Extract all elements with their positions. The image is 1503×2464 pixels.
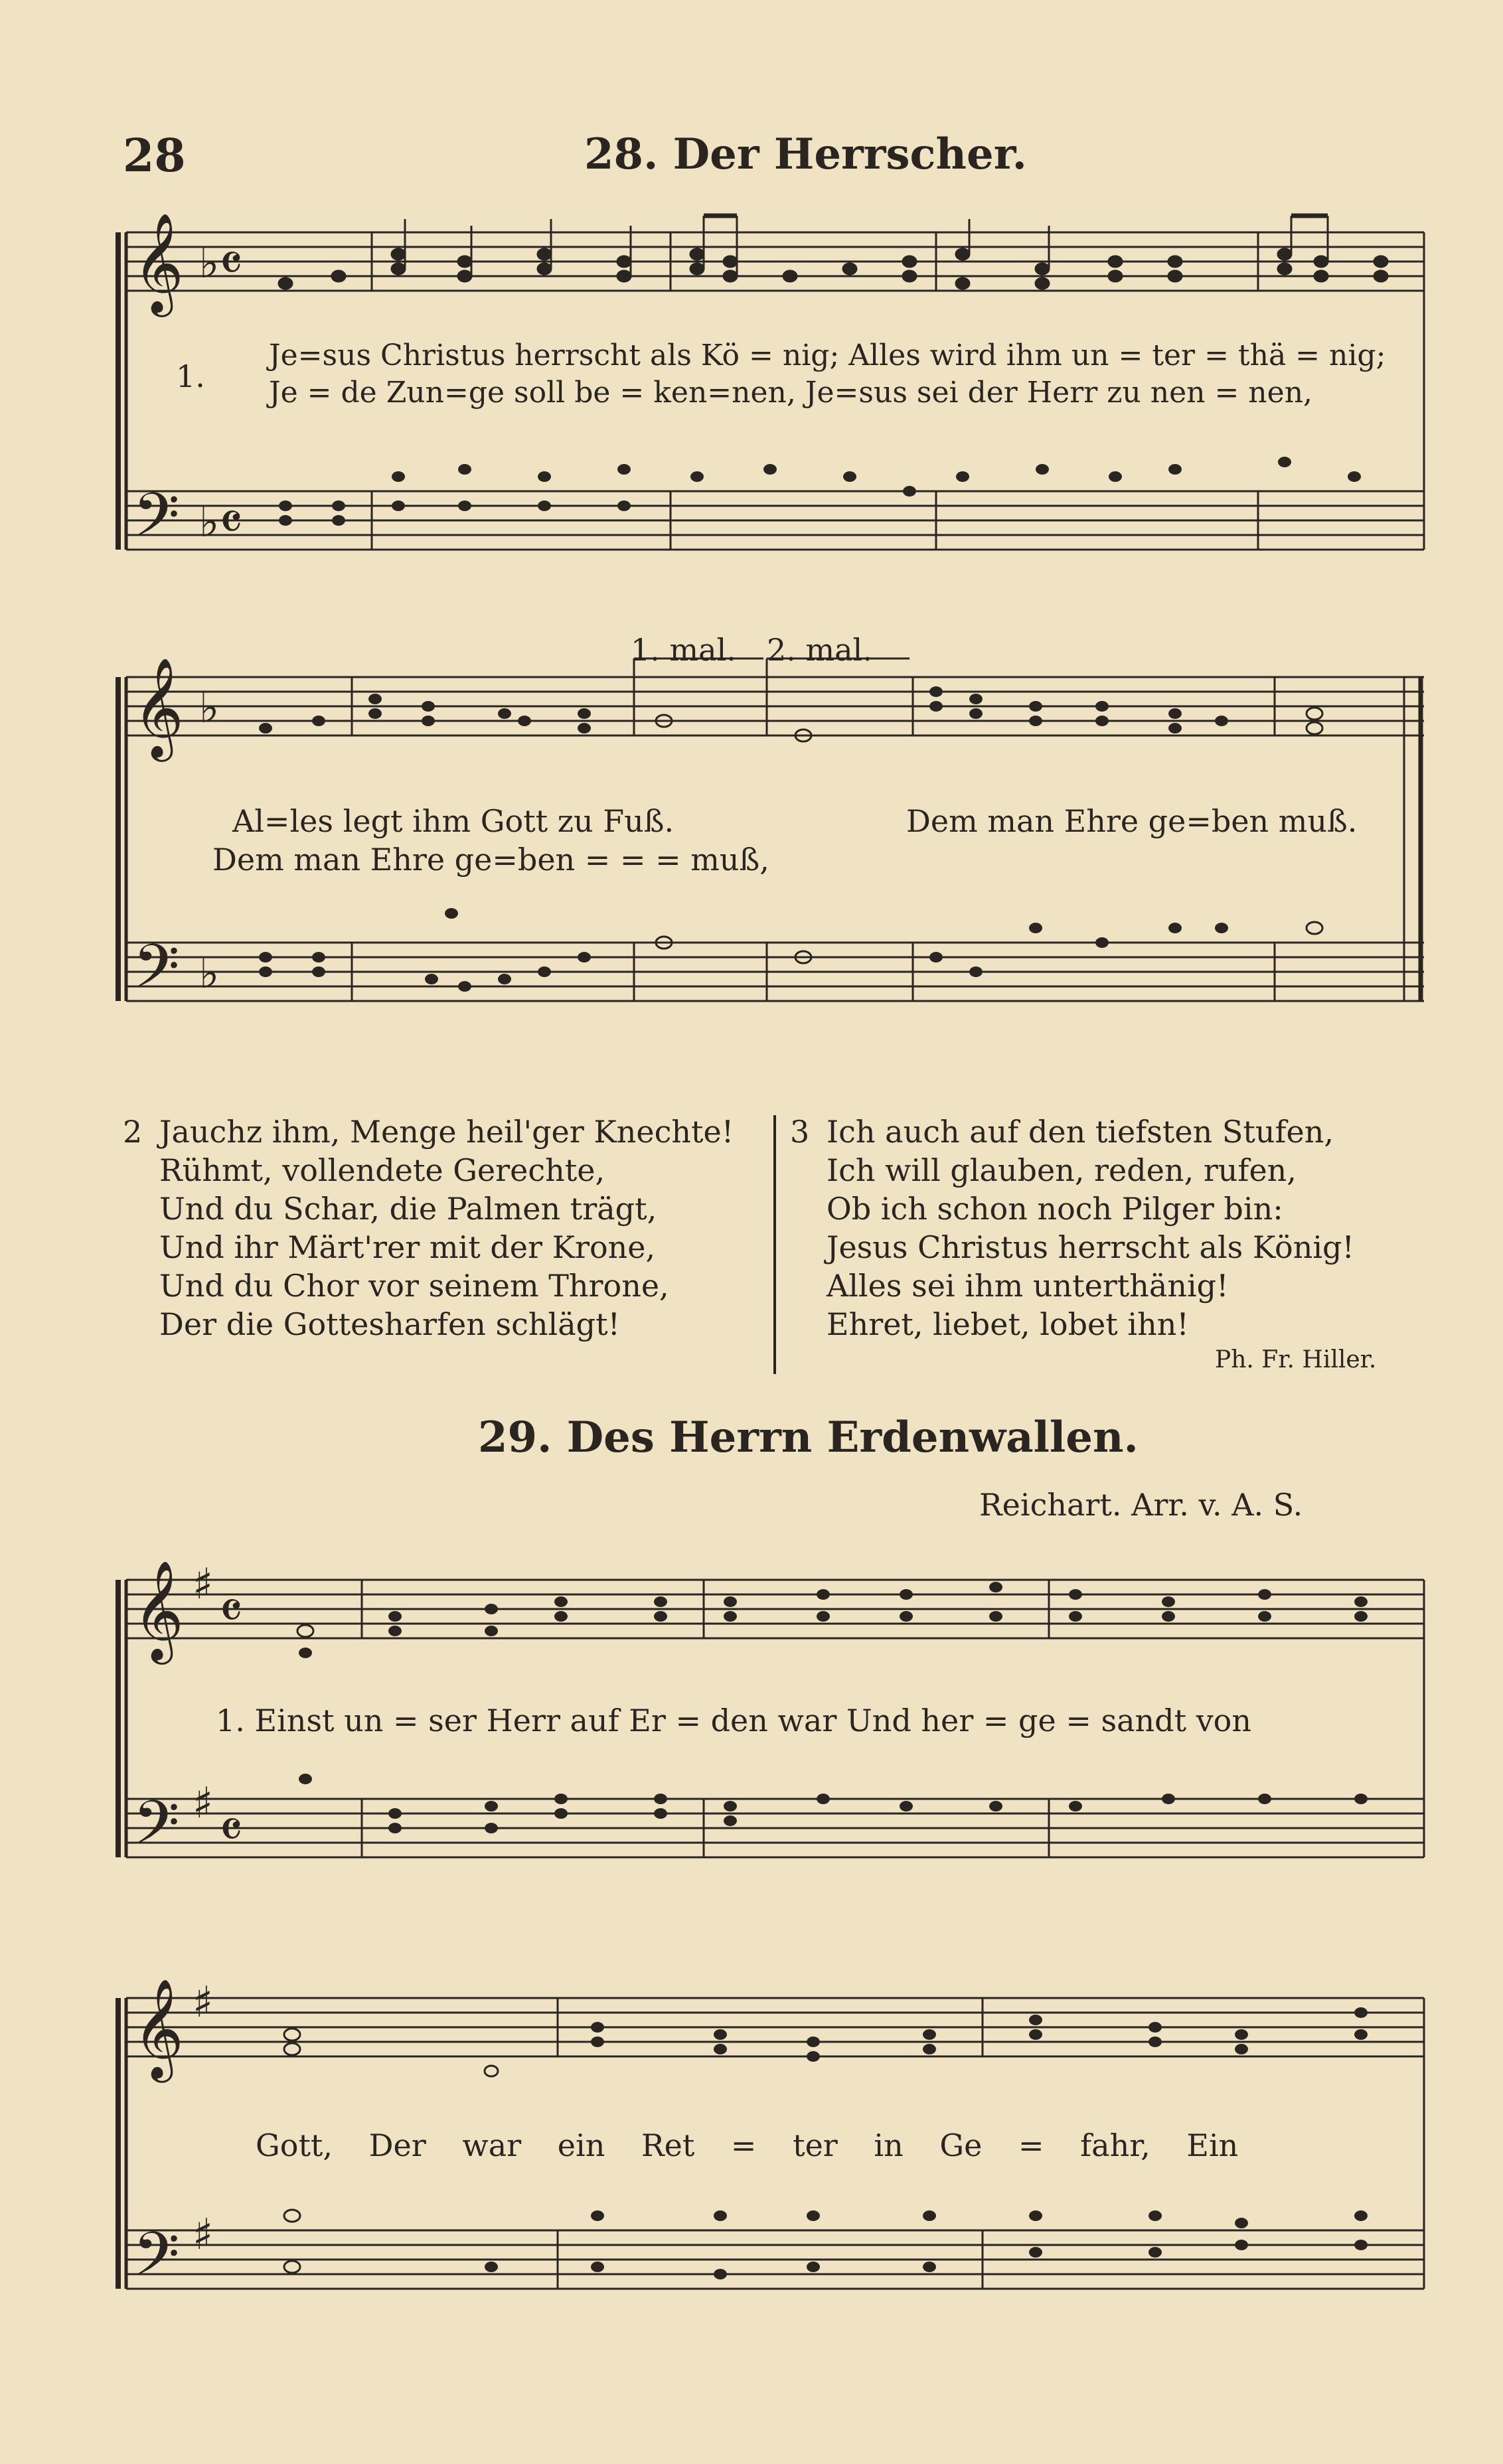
- hymn-title-text: Der Herrscher.: [672, 129, 1027, 179]
- verse-line: Rühmt, vollendete Gerechte,: [159, 1152, 605, 1188]
- verse-line: Ich auch auf den tiefsten Stufen,: [827, 1114, 1334, 1150]
- verse-line: Jesus Christus herrscht als König!: [827, 1229, 1354, 1265]
- svg-text:♯: ♯: [193, 1779, 213, 1828]
- svg-text:𝄞: 𝄞: [133, 1977, 184, 2078]
- first-ending-label: 1. mal.: [631, 632, 736, 668]
- lyrics-line: 1. Einst un = ser Herr auf Er = den war Und her = ge = sandt von: [216, 1703, 1252, 1738]
- svg-text:𝄞: 𝄞: [133, 656, 184, 757]
- svg-text:♭: ♭: [199, 498, 220, 547]
- lyrics-line: Je = de Zun=ge soll be = ken=nen, Je=sus sei der Herr zu nen = nen,: [269, 376, 1313, 410]
- svg-text:𝄢: 𝄢: [133, 931, 180, 1016]
- page-number: 28: [123, 129, 186, 183]
- svg-text:♯: ♯: [193, 1978, 213, 2027]
- author-credit: Ph. Fr. Hiller.: [1215, 1346, 1377, 1373]
- lyrics-line: Dem man Ehre ge=ben = = = muß,: [212, 842, 769, 878]
- verse-line: Und ihr Märt'rer mit der Krone,: [159, 1229, 656, 1265]
- svg-text:𝄴: 𝄴: [219, 1580, 243, 1642]
- verse-number: 1.: [176, 358, 205, 394]
- verse-line: Und du Chor vor seinem Throne,: [159, 1268, 669, 1304]
- svg-text:♯: ♯: [193, 1560, 213, 1609]
- verse-number: 2: [123, 1114, 143, 1150]
- svg-text:𝄞: 𝄞: [133, 212, 184, 313]
- hymn-number: 28.: [584, 129, 659, 179]
- verse-line: Ich will glauben, reden, rufen,: [827, 1152, 1297, 1188]
- verse-number: 3: [790, 1114, 810, 1150]
- verse-divider: [773, 1115, 776, 1374]
- svg-text:♭: ♭: [199, 239, 220, 288]
- hymn-title-text: Des Herrn Erdenwallen.: [566, 1413, 1139, 1462]
- svg-text:𝄞: 𝄞: [133, 1559, 184, 1660]
- svg-text:𝄴: 𝄴: [219, 491, 243, 553]
- verse-line: Ob ich schon noch Pilger bin:: [827, 1191, 1283, 1227]
- lyrics-line: Je=sus Christus herrscht als Kö = nig; Alles wird ihm un = ter = thä = nig;: [269, 339, 1386, 372]
- verse-2: [123, 1113, 734, 1344]
- svg-text:♭: ♭: [199, 949, 220, 998]
- svg-text:𝄢: 𝄢: [133, 480, 180, 565]
- hymn-title: [478, 1413, 1139, 1462]
- lyrics-line: Gott, Der war ein Ret = ter in Ge = fahr, Ein: [256, 2127, 1239, 2163]
- verse-line: Und du Schar, die Palmen trägt,: [159, 1191, 657, 1227]
- verse-line: Der die Gottesharfen schlägt!: [159, 1306, 621, 1342]
- svg-text:𝄢: 𝄢: [133, 1788, 180, 1873]
- svg-text:♭: ♭: [199, 684, 220, 733]
- verse-3: [790, 1113, 1354, 1344]
- svg-text:𝄴: 𝄴: [219, 232, 243, 294]
- verse-line: Alles sei ihm unterthänig!: [827, 1268, 1229, 1304]
- hymn-number: 29.: [478, 1413, 552, 1462]
- lyrics-line: Al=les legt ihm Gott zu Fuß.: [232, 803, 674, 839]
- verse-line: Jauchz ihm, Menge heil'ger Knechte!: [159, 1114, 734, 1150]
- hymn-title: [584, 129, 1027, 179]
- verse-line: Ehret, liebet, lobet ihn!: [827, 1306, 1189, 1342]
- svg-text:♯: ♯: [193, 2210, 213, 2260]
- composer-attribution: Reichart. Arr. v. A. S.: [979, 1487, 1303, 1523]
- svg-text:𝄴: 𝄴: [219, 1799, 243, 1861]
- lyrics-line: Dem man Ehre ge=ben muß.: [906, 803, 1358, 839]
- second-ending-label: 2. mal.: [767, 632, 872, 668]
- svg-text:𝄢: 𝄢: [133, 2219, 180, 2304]
